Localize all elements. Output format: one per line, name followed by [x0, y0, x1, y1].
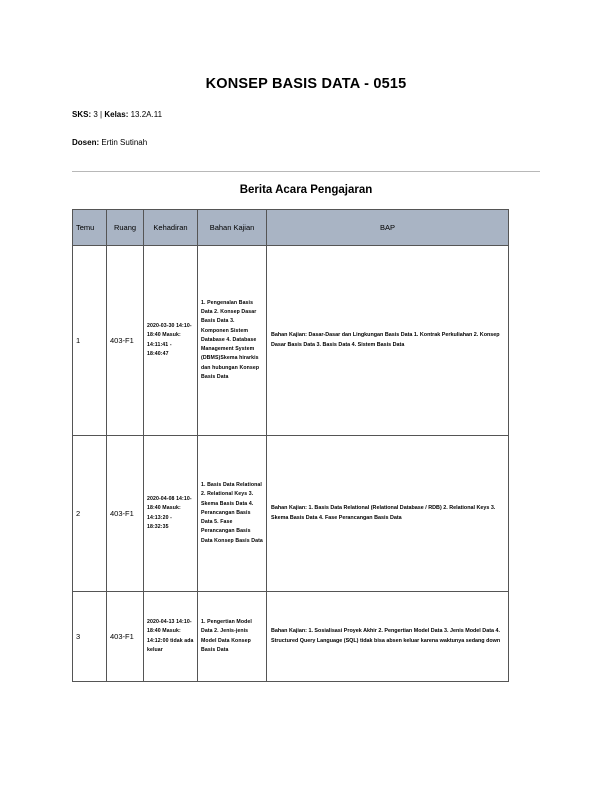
table-row [73, 436, 509, 592]
cell-bahan-kajian: 1. Pengertian Model Data 2. Jenis-jenis Model Data Konsep Basis Data [198, 592, 267, 682]
section-divider [72, 171, 540, 172]
header-temu: Temu [73, 210, 107, 246]
kelas-label: Kelas: [104, 110, 129, 119]
cell-temu: 2 [73, 436, 107, 592]
meta-separator: | [100, 110, 103, 119]
course-meta-line [72, 110, 162, 119]
cell-bahan-kajian: 1. Pengenalan Basis Data 2. Konsep Dasar Basis Data 3. Komponen Sistem Database 4. Database Management System (DBMS)Skema hirarkis dan hubungan Konsep Basis Data [198, 246, 267, 436]
sks-label: SKS: [72, 110, 92, 119]
course-title: KONSEP BASIS DATA - 0515 [205, 76, 407, 92]
cell-ruang: 403-F1 [107, 246, 144, 436]
cell-bap: Bahan Kajian: 1. Basis Data Relational (Relational Database / RDB) 2. Relational Keys 3. Skema Basis Data 4. Fase Perancangan Basis Data [267, 436, 509, 592]
cell-ruang: 403-F1 [107, 436, 144, 592]
cell-temu: 1 [73, 246, 107, 436]
cell-bahan-kajian: 1. Basis Data Relational 2. Relational Keys 3. Skema Basis Data 4. Perancangan Basis Data 5. Fase Perancangan Basis Data Konsep Basis Data [198, 436, 267, 592]
header-ruang: Ruang [107, 210, 144, 246]
cell-kehadiran: 2020-03-30 14:10-18:40 Masuk: 14:11:41 - 18:40:47 [144, 246, 198, 436]
header-kehadiran: Kehadiran [144, 210, 198, 246]
cell-bap: Bahan Kajian: 1. Sosialisasi Proyek Akhir 2. Pengertian Model Data 3. Jenis Model Data 4. Structured Query Language (SQL) tidak bisa absen keluar karena waktunya sedang down [267, 592, 509, 682]
table-row [73, 592, 509, 682]
dosen-value: Ertin Sutinah [101, 138, 148, 147]
table-row [73, 246, 509, 436]
cell-kehadiran: 2020-04-08 14:10-18:40 Masuk: 14:13:20 - 18:32:35 [144, 436, 198, 592]
header-bap: BAP [267, 210, 509, 246]
table-title: Berita Acara Pengajaran [239, 184, 373, 196]
bap-table [72, 209, 509, 682]
cell-bap: Bahan Kajian: Dasar-Dasar dan Lingkungan Basis Data 1. Kontrak Perkuliahan 2. Konsep Dasar Basis Data 3. Basis Data 4. Sistem Basis Data [267, 246, 509, 436]
dosen-label: Dosen: [72, 138, 100, 147]
table-header-row [73, 210, 509, 246]
header-bahan-kajian: Bahan Kajian [198, 210, 267, 246]
cell-kehadiran: 2020-04-13 14:10-18:40 Masuk: 14:12:00 tidak ada keluar [144, 592, 198, 682]
lecturer-line [72, 138, 147, 147]
cell-temu: 3 [73, 592, 107, 682]
cell-ruang: 403-F1 [107, 592, 144, 682]
sks-value: 3 [93, 110, 98, 119]
kelas-value: 13.2A.11 [130, 110, 163, 119]
